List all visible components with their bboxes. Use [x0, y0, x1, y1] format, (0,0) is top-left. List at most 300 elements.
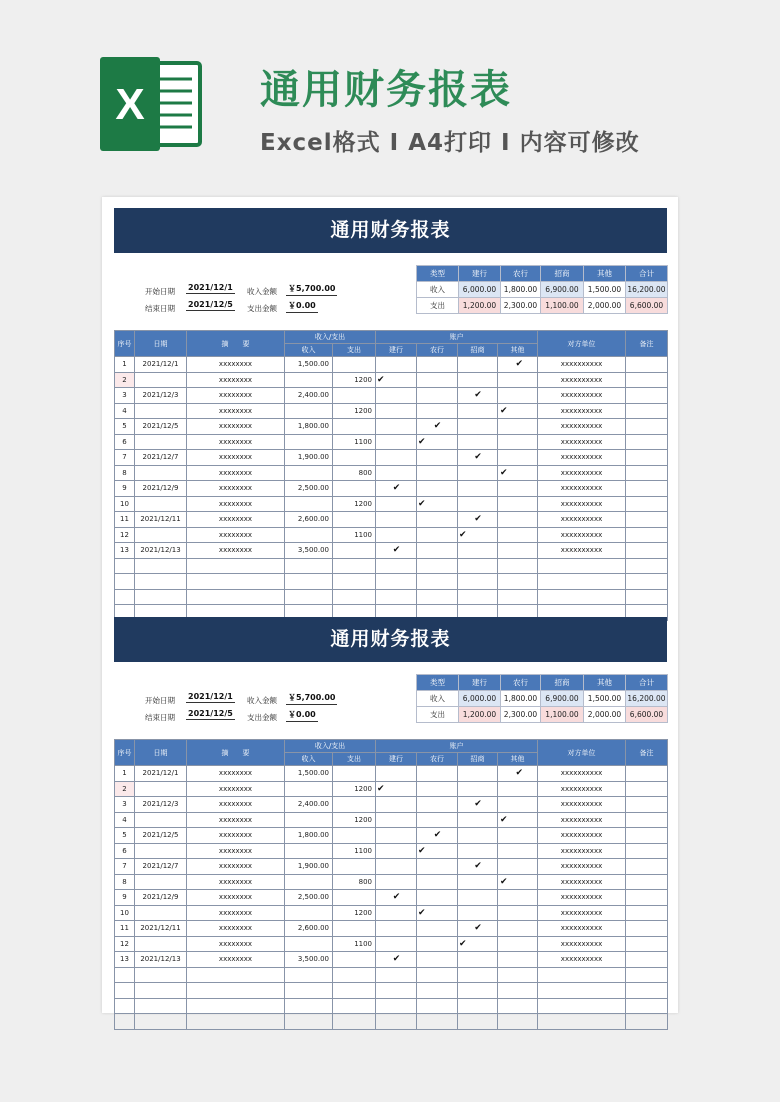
row-counterparty-cell[interactable]: xxxxxxxxxx [538, 372, 626, 388]
row-account-cell[interactable] [417, 403, 458, 419]
row-note-cell[interactable] [626, 874, 668, 890]
row-account-cell[interactable] [458, 512, 498, 528]
row-summary-cell[interactable]: xxxxxxxx [187, 843, 285, 859]
row-note-cell[interactable] [626, 766, 668, 782]
row-account-cell[interactable] [417, 952, 458, 968]
row-seq-cell[interactable]: 9 [115, 481, 135, 497]
row-note-cell[interactable] [626, 967, 668, 983]
row-account-cell[interactable] [498, 781, 538, 797]
row-income-cell[interactable]: 3,500.00 [285, 952, 333, 968]
row-counterparty-cell[interactable] [538, 574, 626, 590]
row-date-cell[interactable] [135, 812, 187, 828]
row-note-cell[interactable] [626, 905, 668, 921]
row-summary-cell[interactable]: xxxxxxxx [187, 465, 285, 481]
row-note-cell[interactable] [626, 481, 668, 497]
row-income-cell[interactable] [285, 1014, 333, 1030]
row-income-cell[interactable] [285, 983, 333, 999]
row-note-cell[interactable] [626, 998, 668, 1014]
row-account-cell[interactable] [458, 481, 498, 497]
row-summary-cell[interactable] [187, 983, 285, 999]
row-account-cell[interactable] [376, 812, 417, 828]
row-account-cell[interactable] [458, 812, 498, 828]
row-account-cell[interactable] [376, 558, 417, 574]
row-note-cell[interactable] [626, 388, 668, 404]
row-seq-cell[interactable]: 1 [115, 766, 135, 782]
end-date-value[interactable]: 2021/12/5 [188, 709, 233, 718]
row-seq-cell[interactable]: 12 [115, 527, 135, 543]
row-seq-cell[interactable] [115, 558, 135, 574]
row-account-cell[interactable] [458, 998, 498, 1014]
row-summary-cell[interactable] [187, 589, 285, 605]
row-date-cell[interactable]: 2021/12/1 [135, 357, 187, 373]
row-expense-cell[interactable]: 1200 [333, 905, 376, 921]
row-account-cell[interactable] [458, 967, 498, 983]
row-date-cell[interactable] [135, 1014, 187, 1030]
row-income-cell[interactable]: 2,500.00 [285, 481, 333, 497]
row-income-cell[interactable] [285, 812, 333, 828]
row-income-cell[interactable] [285, 781, 333, 797]
row-account-cell[interactable] [498, 543, 538, 559]
row-income-cell[interactable]: 2,600.00 [285, 512, 333, 528]
row-note-cell[interactable] [626, 512, 668, 528]
row-counterparty-cell[interactable]: xxxxxxxxxx [538, 450, 626, 466]
row-account-cell[interactable] [458, 589, 498, 605]
row-summary-cell[interactable]: xxxxxxxx [187, 766, 285, 782]
row-income-cell[interactable] [285, 527, 333, 543]
row-summary-cell[interactable] [187, 1014, 285, 1030]
row-account-cell[interactable] [498, 512, 538, 528]
row-note-cell[interactable] [626, 781, 668, 797]
row-account-cell[interactable] [417, 481, 458, 497]
row-expense-cell[interactable]: 1200 [333, 403, 376, 419]
row-account-cell[interactable] [498, 983, 538, 999]
row-counterparty-cell[interactable]: xxxxxxxxxx [538, 481, 626, 497]
row-seq-cell[interactable]: 3 [115, 388, 135, 404]
row-income-cell[interactable]: 2,400.00 [285, 388, 333, 404]
row-seq-cell[interactable] [115, 589, 135, 605]
row-income-cell[interactable]: 1,900.00 [285, 859, 333, 875]
row-counterparty-cell[interactable]: xxxxxxxxxx [538, 936, 626, 952]
row-expense-cell[interactable] [333, 998, 376, 1014]
row-account-cell[interactable] [458, 574, 498, 590]
row-seq-cell[interactable]: 6 [115, 843, 135, 859]
row-account-cell[interactable] [498, 574, 538, 590]
row-counterparty-cell[interactable]: xxxxxxxxxx [538, 859, 626, 875]
row-note-cell[interactable] [626, 797, 668, 813]
row-counterparty-cell[interactable] [538, 983, 626, 999]
row-summary-cell[interactable]: xxxxxxxx [187, 357, 285, 373]
row-income-cell[interactable] [285, 558, 333, 574]
row-date-cell[interactable]: 2021/12/9 [135, 481, 187, 497]
row-expense-cell[interactable] [333, 967, 376, 983]
row-account-cell[interactable] [498, 967, 538, 983]
row-account-cell[interactable] [376, 859, 417, 875]
row-account-cell[interactable] [458, 388, 498, 404]
row-note-cell[interactable] [626, 890, 668, 906]
row-summary-cell[interactable] [187, 967, 285, 983]
row-expense-cell[interactable] [333, 558, 376, 574]
row-date-cell[interactable]: 2021/12/7 [135, 859, 187, 875]
row-summary-cell[interactable]: xxxxxxxx [187, 450, 285, 466]
row-account-cell[interactable] [376, 434, 417, 450]
row-account-cell[interactable] [376, 372, 417, 388]
row-date-cell[interactable]: 2021/12/13 [135, 543, 187, 559]
row-income-cell[interactable]: 1,900.00 [285, 450, 333, 466]
row-account-cell[interactable] [417, 812, 458, 828]
row-counterparty-cell[interactable] [538, 558, 626, 574]
row-date-cell[interactable]: 2021/12/13 [135, 952, 187, 968]
row-seq-cell[interactable]: 2 [115, 781, 135, 797]
row-expense-cell[interactable] [333, 921, 376, 937]
row-expense-cell[interactable] [333, 890, 376, 906]
row-account-cell[interactable] [458, 558, 498, 574]
row-summary-cell[interactable]: xxxxxxxx [187, 781, 285, 797]
row-account-cell[interactable] [376, 936, 417, 952]
row-account-cell[interactable] [417, 434, 458, 450]
row-account-cell[interactable] [417, 1014, 458, 1030]
row-income-cell[interactable] [285, 589, 333, 605]
row-note-cell[interactable] [626, 434, 668, 450]
row-account-cell[interactable] [458, 905, 498, 921]
row-account-cell[interactable] [376, 589, 417, 605]
row-counterparty-cell[interactable]: xxxxxxxxxx [538, 812, 626, 828]
row-account-cell[interactable] [498, 843, 538, 859]
row-note-cell[interactable] [626, 450, 668, 466]
row-expense-cell[interactable]: 1200 [333, 781, 376, 797]
row-account-cell[interactable] [458, 828, 498, 844]
row-account-cell[interactable] [417, 512, 458, 528]
row-summary-cell[interactable]: xxxxxxxx [187, 527, 285, 543]
row-account-cell[interactable] [458, 890, 498, 906]
row-counterparty-cell[interactable]: xxxxxxxxxx [538, 890, 626, 906]
row-account-cell[interactable] [417, 357, 458, 373]
row-summary-cell[interactable]: xxxxxxxx [187, 388, 285, 404]
row-account-cell[interactable] [417, 921, 458, 937]
row-date-cell[interactable] [135, 781, 187, 797]
row-summary-cell[interactable]: xxxxxxxx [187, 419, 285, 435]
row-account-cell[interactable] [376, 450, 417, 466]
row-expense-cell[interactable] [333, 797, 376, 813]
row-account-cell[interactable] [417, 465, 458, 481]
row-counterparty-cell[interactable]: xxxxxxxxxx [538, 781, 626, 797]
row-account-cell[interactable] [376, 797, 417, 813]
row-expense-cell[interactable] [333, 574, 376, 590]
row-account-cell[interactable] [376, 998, 417, 1014]
row-note-cell[interactable] [626, 372, 668, 388]
row-note-cell[interactable] [626, 558, 668, 574]
row-summary-cell[interactable]: xxxxxxxx [187, 828, 285, 844]
row-account-cell[interactable] [417, 797, 458, 813]
row-income-cell[interactable] [285, 372, 333, 388]
row-seq-cell[interactable]: 7 [115, 450, 135, 466]
row-counterparty-cell[interactable] [538, 1014, 626, 1030]
row-income-cell[interactable]: 1,500.00 [285, 766, 333, 782]
row-summary-cell[interactable]: xxxxxxxx [187, 952, 285, 968]
row-account-cell[interactable] [417, 450, 458, 466]
row-summary-cell[interactable] [187, 574, 285, 590]
row-account-cell[interactable] [417, 859, 458, 875]
row-seq-cell[interactable] [115, 967, 135, 983]
row-date-cell[interactable] [135, 936, 187, 952]
row-note-cell[interactable] [626, 843, 668, 859]
row-account-cell[interactable] [376, 921, 417, 937]
row-counterparty-cell[interactable]: xxxxxxxxxx [538, 543, 626, 559]
row-account-cell[interactable] [376, 766, 417, 782]
row-date-cell[interactable]: 2021/12/1 [135, 766, 187, 782]
row-account-cell[interactable] [458, 527, 498, 543]
row-counterparty-cell[interactable]: xxxxxxxxxx [538, 952, 626, 968]
row-summary-cell[interactable]: xxxxxxxx [187, 403, 285, 419]
row-seq-cell[interactable]: 5 [115, 419, 135, 435]
row-seq-cell[interactable]: 8 [115, 465, 135, 481]
row-expense-cell[interactable] [333, 1014, 376, 1030]
row-account-cell[interactable] [498, 527, 538, 543]
row-seq-cell[interactable] [115, 983, 135, 999]
row-account-cell[interactable] [417, 388, 458, 404]
row-account-cell[interactable] [376, 357, 417, 373]
row-account-cell[interactable] [417, 874, 458, 890]
row-summary-cell[interactable]: xxxxxxxx [187, 372, 285, 388]
row-income-cell[interactable] [285, 843, 333, 859]
row-account-cell[interactable] [417, 372, 458, 388]
row-note-cell[interactable] [626, 419, 668, 435]
end-date-value[interactable]: 2021/12/5 [188, 300, 233, 309]
row-counterparty-cell[interactable]: xxxxxxxxxx [538, 766, 626, 782]
row-seq-cell[interactable]: 8 [115, 874, 135, 890]
row-seq-cell[interactable]: 6 [115, 434, 135, 450]
row-note-cell[interactable] [626, 859, 668, 875]
row-account-cell[interactable] [458, 419, 498, 435]
row-expense-cell[interactable] [333, 983, 376, 999]
row-account-cell[interactable] [376, 388, 417, 404]
row-summary-cell[interactable]: xxxxxxxx [187, 512, 285, 528]
row-note-cell[interactable] [626, 465, 668, 481]
row-summary-cell[interactable]: xxxxxxxx [187, 496, 285, 512]
row-counterparty-cell[interactable] [538, 967, 626, 983]
row-note-cell[interactable] [626, 543, 668, 559]
row-account-cell[interactable] [458, 797, 498, 813]
row-account-cell[interactable] [498, 921, 538, 937]
row-account-cell[interactable] [498, 450, 538, 466]
row-counterparty-cell[interactable]: xxxxxxxxxx [538, 434, 626, 450]
row-summary-cell[interactable]: xxxxxxxx [187, 481, 285, 497]
row-summary-cell[interactable]: xxxxxxxx [187, 434, 285, 450]
row-expense-cell[interactable] [333, 388, 376, 404]
row-expense-cell[interactable]: 1100 [333, 843, 376, 859]
row-account-cell[interactable] [498, 372, 538, 388]
row-account-cell[interactable] [417, 419, 458, 435]
row-expense-cell[interactable] [333, 543, 376, 559]
row-account-cell[interactable] [498, 905, 538, 921]
row-account-cell[interactable] [417, 527, 458, 543]
row-account-cell[interactable] [498, 403, 538, 419]
row-income-cell[interactable]: 2,600.00 [285, 921, 333, 937]
row-account-cell[interactable] [458, 874, 498, 890]
row-summary-cell[interactable]: xxxxxxxx [187, 890, 285, 906]
row-expense-cell[interactable]: 1100 [333, 434, 376, 450]
row-counterparty-cell[interactable]: xxxxxxxxxx [538, 388, 626, 404]
row-account-cell[interactable] [376, 527, 417, 543]
row-account-cell[interactable] [376, 828, 417, 844]
row-account-cell[interactable] [498, 859, 538, 875]
row-account-cell[interactable] [498, 481, 538, 497]
row-seq-cell[interactable]: 10 [115, 905, 135, 921]
row-income-cell[interactable] [285, 936, 333, 952]
row-income-cell[interactable]: 1,800.00 [285, 419, 333, 435]
row-note-cell[interactable] [626, 496, 668, 512]
row-account-cell[interactable] [498, 1014, 538, 1030]
row-account-cell[interactable] [458, 859, 498, 875]
row-counterparty-cell[interactable]: xxxxxxxxxx [538, 905, 626, 921]
row-account-cell[interactable] [458, 496, 498, 512]
row-expense-cell[interactable] [333, 589, 376, 605]
row-date-cell[interactable] [135, 905, 187, 921]
row-expense-cell[interactable]: 1100 [333, 527, 376, 543]
row-account-cell[interactable] [376, 543, 417, 559]
row-expense-cell[interactable]: 800 [333, 465, 376, 481]
row-account-cell[interactable] [458, 921, 498, 937]
row-expense-cell[interactable] [333, 481, 376, 497]
row-seq-cell[interactable]: 13 [115, 543, 135, 559]
row-expense-cell[interactable]: 1200 [333, 812, 376, 828]
row-summary-cell[interactable]: xxxxxxxx [187, 812, 285, 828]
row-account-cell[interactable] [498, 766, 538, 782]
row-note-cell[interactable] [626, 574, 668, 590]
row-seq-cell[interactable]: 13 [115, 952, 135, 968]
row-account-cell[interactable] [376, 465, 417, 481]
row-date-cell[interactable] [135, 574, 187, 590]
row-income-cell[interactable]: 2,400.00 [285, 797, 333, 813]
row-account-cell[interactable] [458, 766, 498, 782]
row-date-cell[interactable]: 2021/12/9 [135, 890, 187, 906]
row-date-cell[interactable]: 2021/12/11 [135, 921, 187, 937]
row-date-cell[interactable] [135, 496, 187, 512]
row-date-cell[interactable] [135, 558, 187, 574]
row-account-cell[interactable] [376, 952, 417, 968]
row-summary-cell[interactable]: xxxxxxxx [187, 936, 285, 952]
row-summary-cell[interactable]: xxxxxxxx [187, 797, 285, 813]
row-account-cell[interactable] [417, 967, 458, 983]
row-seq-cell[interactable]: 9 [115, 890, 135, 906]
row-counterparty-cell[interactable]: xxxxxxxxxx [538, 419, 626, 435]
row-counterparty-cell[interactable]: xxxxxxxxxx [538, 403, 626, 419]
row-account-cell[interactable] [458, 543, 498, 559]
row-account-cell[interactable] [376, 419, 417, 435]
row-date-cell[interactable] [135, 843, 187, 859]
start-date-value[interactable]: 2021/12/1 [188, 692, 233, 701]
row-account-cell[interactable] [498, 936, 538, 952]
row-account-cell[interactable] [417, 589, 458, 605]
row-account-cell[interactable] [498, 357, 538, 373]
row-summary-cell[interactable]: xxxxxxxx [187, 874, 285, 890]
row-account-cell[interactable] [417, 574, 458, 590]
row-income-cell[interactable]: 1,800.00 [285, 828, 333, 844]
row-date-cell[interactable] [135, 372, 187, 388]
row-account-cell[interactable] [498, 874, 538, 890]
row-income-cell[interactable]: 3,500.00 [285, 543, 333, 559]
row-account-cell[interactable] [498, 589, 538, 605]
row-account-cell[interactable] [458, 434, 498, 450]
row-counterparty-cell[interactable]: xxxxxxxxxx [538, 465, 626, 481]
row-account-cell[interactable] [417, 936, 458, 952]
row-expense-cell[interactable] [333, 512, 376, 528]
row-seq-cell[interactable]: 4 [115, 812, 135, 828]
row-counterparty-cell[interactable]: xxxxxxxxxx [538, 357, 626, 373]
row-account-cell[interactable] [458, 843, 498, 859]
row-seq-cell[interactable] [115, 1014, 135, 1030]
row-account-cell[interactable] [417, 496, 458, 512]
row-account-cell[interactable] [376, 905, 417, 921]
row-account-cell[interactable] [458, 465, 498, 481]
row-account-cell[interactable] [498, 465, 538, 481]
row-expense-cell[interactable] [333, 419, 376, 435]
row-account-cell[interactable] [376, 874, 417, 890]
row-account-cell[interactable] [458, 952, 498, 968]
row-seq-cell[interactable]: 5 [115, 828, 135, 844]
row-seq-cell[interactable] [115, 574, 135, 590]
row-seq-cell[interactable]: 1 [115, 357, 135, 373]
row-note-cell[interactable] [626, 589, 668, 605]
row-expense-cell[interactable] [333, 952, 376, 968]
row-date-cell[interactable] [135, 527, 187, 543]
row-date-cell[interactable]: 2021/12/5 [135, 828, 187, 844]
row-note-cell[interactable] [626, 921, 668, 937]
row-note-cell[interactable] [626, 936, 668, 952]
row-expense-cell[interactable]: 1100 [333, 936, 376, 952]
row-account-cell[interactable] [458, 450, 498, 466]
row-account-cell[interactable] [458, 936, 498, 952]
row-note-cell[interactable] [626, 828, 668, 844]
row-note-cell[interactable] [626, 527, 668, 543]
row-seq-cell[interactable]: 4 [115, 403, 135, 419]
row-summary-cell[interactable]: xxxxxxxx [187, 859, 285, 875]
row-date-cell[interactable]: 2021/12/3 [135, 388, 187, 404]
row-counterparty-cell[interactable]: xxxxxxxxxx [538, 512, 626, 528]
row-counterparty-cell[interactable]: xxxxxxxxxx [538, 527, 626, 543]
row-account-cell[interactable] [376, 403, 417, 419]
row-seq-cell[interactable] [115, 998, 135, 1014]
row-seq-cell[interactable]: 11 [115, 921, 135, 937]
row-seq-cell[interactable]: 2 [115, 372, 135, 388]
row-income-cell[interactable]: 1,500.00 [285, 357, 333, 373]
row-income-cell[interactable]: 2,500.00 [285, 890, 333, 906]
row-counterparty-cell[interactable] [538, 998, 626, 1014]
row-account-cell[interactable] [417, 843, 458, 859]
row-seq-cell[interactable]: 10 [115, 496, 135, 512]
row-expense-cell[interactable] [333, 357, 376, 373]
row-account-cell[interactable] [417, 983, 458, 999]
row-note-cell[interactable] [626, 357, 668, 373]
row-summary-cell[interactable]: xxxxxxxx [187, 921, 285, 937]
row-counterparty-cell[interactable]: xxxxxxxxxx [538, 496, 626, 512]
row-account-cell[interactable] [458, 357, 498, 373]
row-income-cell[interactable] [285, 434, 333, 450]
row-expense-cell[interactable] [333, 859, 376, 875]
row-summary-cell[interactable]: xxxxxxxx [187, 905, 285, 921]
row-date-cell[interactable] [135, 434, 187, 450]
row-account-cell[interactable] [376, 481, 417, 497]
row-income-cell[interactable] [285, 998, 333, 1014]
row-note-cell[interactable] [626, 1014, 668, 1030]
row-summary-cell[interactable] [187, 998, 285, 1014]
row-date-cell[interactable]: 2021/12/11 [135, 512, 187, 528]
row-account-cell[interactable] [498, 952, 538, 968]
row-account-cell[interactable] [458, 1014, 498, 1030]
row-counterparty-cell[interactable]: xxxxxxxxxx [538, 797, 626, 813]
row-account-cell[interactable] [498, 828, 538, 844]
row-account-cell[interactable] [498, 558, 538, 574]
row-counterparty-cell[interactable]: xxxxxxxxxx [538, 843, 626, 859]
